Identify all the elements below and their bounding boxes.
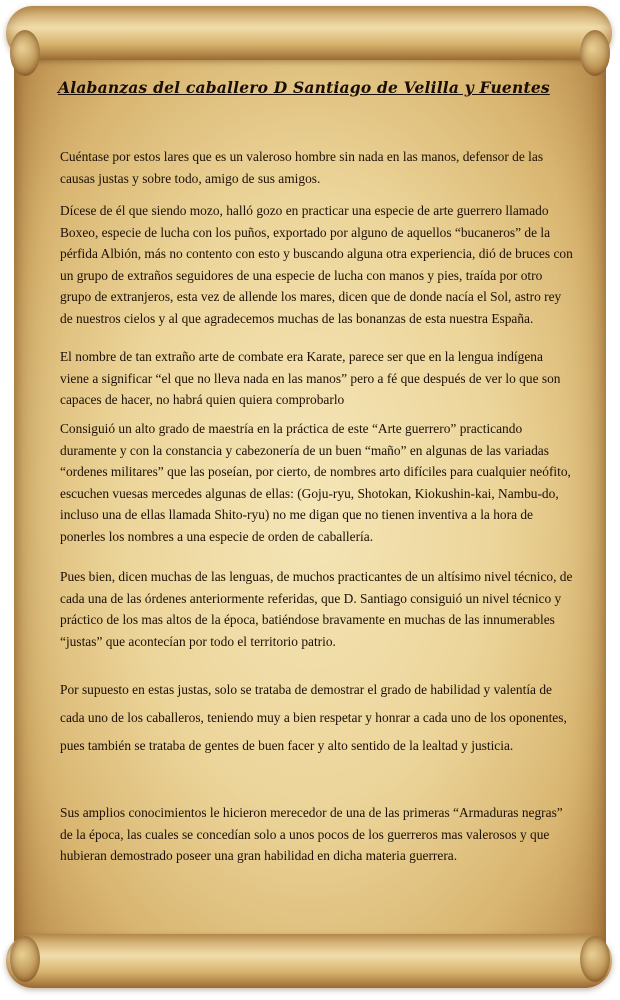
scroll-curl-bottom-left-icon	[10, 936, 40, 982]
scroll-curl-bottom-right-icon	[580, 936, 610, 982]
page-title: Alabanzas del caballero D Santiago de Velilla y Fuentes	[58, 78, 550, 97]
paragraph-armaduras: Sus amplios conocimientos le hicieron merecedor de una de las primeras “Armaduras negras” de la época, las cuales se concedían solo a unos pocos de los guerreros mas valerosos y que hubieran demostrado poseer una gran habilidad en dicha materia guerrera.	[60, 805, 563, 863]
paragraph-justas: Pues bien, dicen muchas de las lenguas, de muchos practicantes de un altísimo nivel técnico, de cada una de las órdenes anteriormente referidas, que D. Santiago consiguió un nivel técnico y práctico de los mas altos de la época, batiéndose bravamente en muchas de las innumerables “justas” que acontecían por todo el territorio patrio.	[60, 569, 573, 649]
paragraph-maestria: Consiguió un alto grado de maestría en la práctica de este “Arte guerrero” practicando duramente y con la constancia y cabezonería de un buen “maño” en algunas de las variadas “ordenes militares” que las poseían, por cierto, de nombres arto difíciles para cualquier neófito, escuchen vuesas mercedes algunas de ellas: (Goju-ryu, Shotokan, Kiokushin-kai, Nambu-do, incluso una de ellas llamada Shito-ryu) no me digan que no tienen inventiva a la hora de ponerles los nombres a una especie de orden de caballería.	[60, 421, 571, 544]
paragraph-boxeo: Dícese de él que siendo mozo, halló gozo en practicar una especie de arte guerrero llamado Boxeo, especie de lucha con los puños, exportado por alguno de aquellos “bucaneros” de la pérfida Albión, más no contento con esto y buscando alguna otra experiencia, dió de bruces con un grupo de extraños seguidores de una especie de lucha con manos y pies, traída por otro grupo de extranjeros, esta vez de allende los mares, dicen que de donde nacía el Sol, astro rey de nuestros cielos y al que agradecemos muchas de las bonanzas de esta nuestra España.	[60, 203, 573, 326]
paragraph-karate: El nombre de tan extraño arte de combate era Karate, parece ser que en la lengua indígena viene a significar “el que no lleva nada en las manos” pero a fé que después de ver lo que son capaces de hacer, no habrá quien quiera comprobarlo	[60, 349, 561, 407]
scroll-curl-right-icon	[580, 30, 610, 76]
scroll-bottom-roll	[6, 934, 612, 988]
scroll-curl-left-icon	[10, 30, 40, 76]
paragraph-intro: Cuéntase por estos lares que es un valeroso hombre sin nada en las manos, defensor de las causas justas y sobre todo, amigo de sus amigos.	[60, 149, 544, 186]
paragraph-habilidad: Por supuesto en estas justas, solo se trataba de demostrar el grado de habilidad y valentía de cada uno de los caballeros, teniendo muy a bien respetar y honrar a cada uno de los oponentes, pues también se trataba de gentes de buen facer y alto sentido de la lealtad y justicia.	[60, 682, 567, 753]
scroll-top-roll	[6, 6, 612, 60]
